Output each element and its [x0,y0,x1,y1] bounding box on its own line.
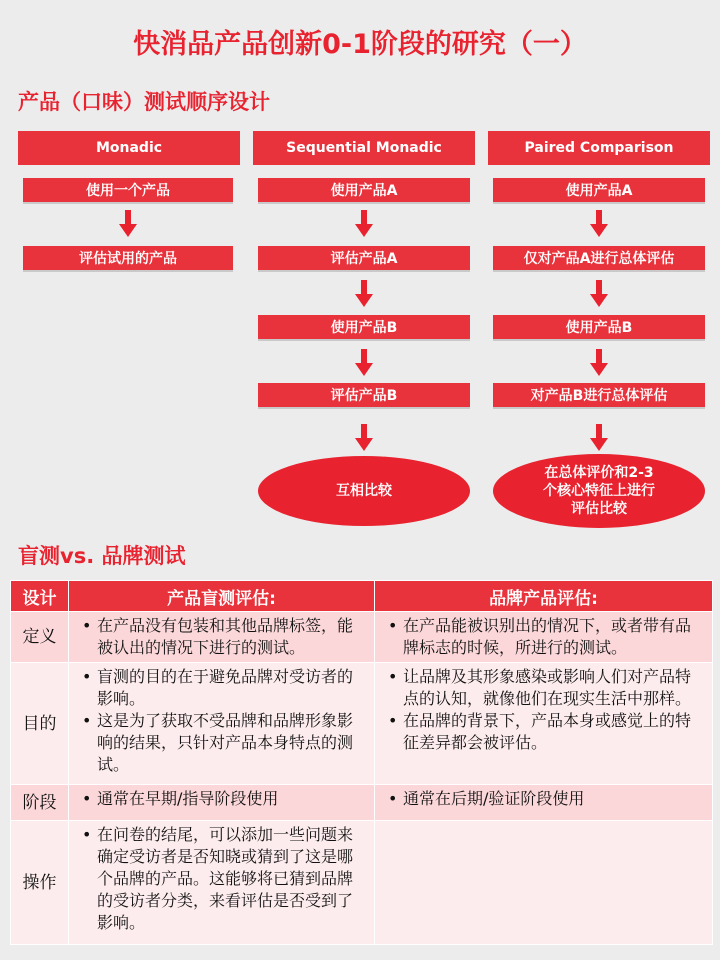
blind-cell [69,785,375,821]
paired-step-2: 仅对产品A进行总体评估 [493,246,705,272]
blind-cell [69,663,375,785]
down-arrow-icon [355,349,373,377]
row-label: 阶段 [11,785,69,821]
table-header-design: 设计 [11,581,69,612]
paired-step-4: 对产品B进行总体评估 [493,383,705,409]
sequential-step-1: 使用产品A [258,178,470,204]
down-arrow-icon [355,280,373,308]
table-row [11,663,713,785]
down-arrow-icon [355,424,373,452]
monadic-step-1: 使用一个产品 [23,178,233,204]
down-arrow-icon [590,349,608,377]
row-label: 定义 [11,612,69,663]
paired-step-3: 使用产品B [493,315,705,341]
table-row [11,785,713,821]
table-row [11,612,713,663]
bullet-text: • 在问卷的结尾，可以添加一些问题来确定受访者是否知晓或猜到了这是哪个品牌的产品。这能够将已猜到品牌的受访者分类，来看评估是否受到了影响。 [97,824,368,934]
column-header-sequential-monadic: Sequential Monadic [253,131,475,165]
row-label: 目的 [11,663,69,785]
down-arrow-icon [355,210,373,238]
monadic-step-2: 评估试用的产品 [23,246,233,272]
brand-cell [375,821,713,945]
bullet-text: • 通常在后期/验证阶段使用 [403,788,706,810]
column-header-paired-comparison: Paired Comparison [488,131,710,165]
bullet-text: • 在产品没有包装和其他品牌标签，能被认出的情况下进行的测试。 [97,615,368,659]
row-label: 操作 [11,821,69,945]
sequential-step-2: 评估产品A [258,246,470,272]
down-arrow-icon [590,280,608,308]
blind-cell [69,821,375,945]
table-header-blind: 产品盲测评估: [69,581,375,612]
sequential-result-ellipse: 互相比较 [258,456,470,526]
column-header-monadic: Monadic [18,131,240,165]
brand-cell [375,612,713,663]
paired-result-line: 评估比较 [571,501,627,517]
section-title-test-order: 产品（口味）测试顺序设计 [18,90,270,114]
down-arrow-icon [590,210,608,238]
bullet-text: • 在产品能被识别出的情况下，或者带有品牌标志的时候，所进行的测试。 [403,615,706,659]
sequential-step-4: 评估产品B [258,383,470,409]
table-row [11,821,713,945]
paired-result-line: 在总体评价和2-3 [544,465,654,481]
page-title: 快消品产品创新0-1阶段的研究（一） [133,29,587,60]
bullet-text: • 在品牌的背景下，产品本身或感觉上的特征差异都会被评估。 [403,710,706,754]
section-title-blind-vs-brand: 盲测vs. 品牌测试 [18,544,186,568]
down-arrow-icon [590,424,608,452]
bullet-text: • 盲测的目的在于避免品牌对受访者的影响。 [97,666,368,710]
paired-result-ellipse [493,454,705,528]
bullet-text: • 让品牌及其形象感染或影响人们对产品特点的认知，就像他们在现实生活中那样。 [403,666,706,710]
comparison-table [10,580,713,945]
paired-step-1: 使用产品A [493,178,705,204]
bullet-text: • 通常在早期/指导阶段使用 [97,788,368,810]
blind-cell [69,612,375,663]
paired-result-line: 个核心特征上进行 [543,483,655,499]
sequential-step-3: 使用产品B [258,315,470,341]
down-arrow-icon [119,210,137,238]
brand-cell [375,663,713,785]
table-header-brand: 品牌产品评估: [375,581,713,612]
bullet-text: • 这是为了获取不受品牌和品牌形象影响的结果，只针对产品本身特点的测试。 [97,710,368,776]
brand-cell [375,785,713,821]
